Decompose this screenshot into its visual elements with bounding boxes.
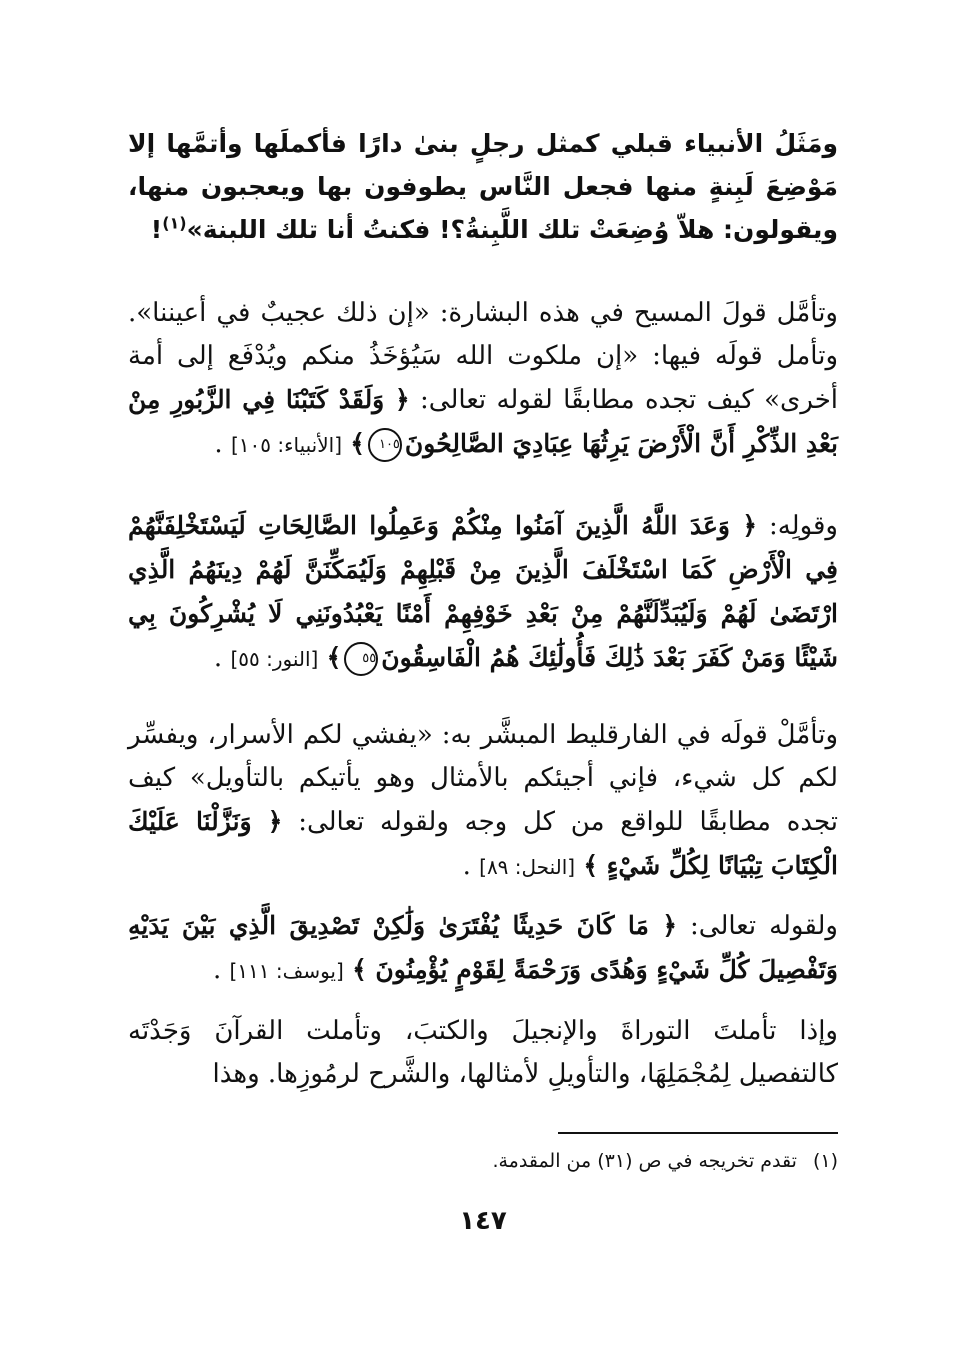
footnote xyxy=(128,1150,838,1172)
verse-reference: [النحل: ٨٩] xyxy=(479,855,576,879)
paragraph-text: ولقوله تعالى: xyxy=(690,911,838,941)
hadith-paragraph xyxy=(128,122,838,251)
footnote-marker[interactable]: (١) xyxy=(162,213,187,233)
verse-reference: [يوسف: ١١١] xyxy=(229,959,344,983)
paragraph-text: وقولِه: xyxy=(768,511,838,541)
verse-reference: [النور: ٥٥] xyxy=(230,647,319,671)
ayah-number-marker: ١٠٥ xyxy=(368,428,402,462)
paragraph-yusuf xyxy=(128,904,838,993)
paragraph-text: وتأمَّل قولَ المسيح في هذه البشارة: «إن ذلك عجيبٌ في أعيننا». وتأمل قولَه فيها: «إن ملكوت الله سَيُؤخَذُ منكم ويُدْفَع إلى أمة أخرى» كيف تجده مطابقًا لقوله تعالى: xyxy=(128,298,839,415)
footnote-text: تقدم تخريجه في ص (٣١) من المقدمة. xyxy=(492,1150,797,1172)
quran-close-bracket: ﴾ xyxy=(326,643,342,672)
paragraph-text: وتأمَّلْ قولَه في الفارقليط المبشَّر به: «يفشي لكم الأسرار، ويفسِّر لكم كل شيء، فإني أجيئكم بالأمثال وهو يأتيكم بالتأويل» كيف تجده مطابقًا للواقع من كل وجه ولقوله تعالى: xyxy=(128,720,838,837)
verse-reference: [الأنبياء: ١٠٥] xyxy=(230,433,342,457)
ayah-number-marker: ٥٥ xyxy=(344,642,378,676)
paragraph-text: وإذا تأملتَ التوراةَ والإنجيلَ والكتبَ، وتأملت القرآنَ وَجَدْتَه كالتفصيل لِمُجْمَلِهَا، والتأويلِ لأمثالها، والشَّرح لرمُوزِها. وهذا xyxy=(128,1016,838,1089)
paragraph-end: . xyxy=(214,429,223,459)
quran-close-bracket: ﴾ xyxy=(350,429,365,458)
page-number: ١٤٧ xyxy=(459,1206,507,1236)
paragraph-messiah-glad-tidings xyxy=(128,292,838,467)
paragraph-promise xyxy=(128,504,838,681)
paragraph-end: . xyxy=(462,851,471,881)
quran-verse: ﴿ وَلَقَدْ كَتَبْنَا فِي الزَّبُورِ مِنْ بَعْدِ الذِّكْرِ أَنَّ الْأَرْضَ يَرِثُهَا عِبَادِيَ الصَّالِحُونَ xyxy=(128,385,838,458)
paragraph-paraclete xyxy=(128,714,838,889)
footnote-divider xyxy=(558,1132,838,1134)
book-page xyxy=(128,122,838,1252)
paragraph-torah-gospel xyxy=(128,1010,838,1096)
hadith-end: ! xyxy=(150,215,163,244)
paragraph-end: . xyxy=(213,643,223,673)
quran-verse: ﴿ مَا كَانَ حَدِيثًا يُفْتَرَىٰ وَلَٰكِنْ تَصْدِيقَ الَّذِي بَيْنَ يَدَيْهِ وَتَفْصِيلَ كُلِّ شَيْءٍ وَهُدًى وَرَحْمَةً لِقَوْمٍ يُؤْمِنُونَ ﴾ xyxy=(128,911,838,984)
hadith-text: ومَثَلُ الأنبياء قبلي كمثل رجلٍ بنىٰ دارًا فأكملَها وأتمَّها إلا مَوْضِعَ لَبِنةٍ منها فجعل النَّاس يطوفون بها ويعجبون منها، ويقولون: هلاّ وُضِعَتْ تلك اللَّبِنةُ؟! فكنتُ أنا تلك اللبنة» xyxy=(128,129,838,244)
quran-verse: ﴿ وَنَزَّلْنَا عَلَيْكَ الْكِتَابَ تِبْيَانًا لِكُلِّ شَيْءٍ ﴾ xyxy=(128,807,838,880)
quran-verse: ﴿ وَعَدَ اللَّهُ الَّذِينَ آمَنُوا مِنْكُمْ وَعَمِلُوا الصَّالِحَاتِ لَيَسْتَخْلِفَنَّهُمْ فِي الْأَرْضِ كَمَا اسْتَخْلَفَ الَّذِينَ مِنْ قَبْلِهِمْ وَلَيُمَكِّنَنَّ لَهُمْ دِينَهُمُ الَّذِي ارْتَضَىٰ لَهُمْ وَلَيُبَدِّلَنَّهُمْ مِنْ بَعْدِ خَوْفِهِمْ أَمْنًا يَعْبُدُونَنِي لَا يُشْرِكُونَ بِي شَيْئًا وَمَنْ كَفَرَ بَعْدَ ذَٰلِكَ فَأُولَٰئِكَ هُمُ الْفَاسِقُونَ xyxy=(128,511,838,672)
footnote-number: (١) xyxy=(812,1150,838,1172)
paragraph-end: . xyxy=(212,955,222,985)
